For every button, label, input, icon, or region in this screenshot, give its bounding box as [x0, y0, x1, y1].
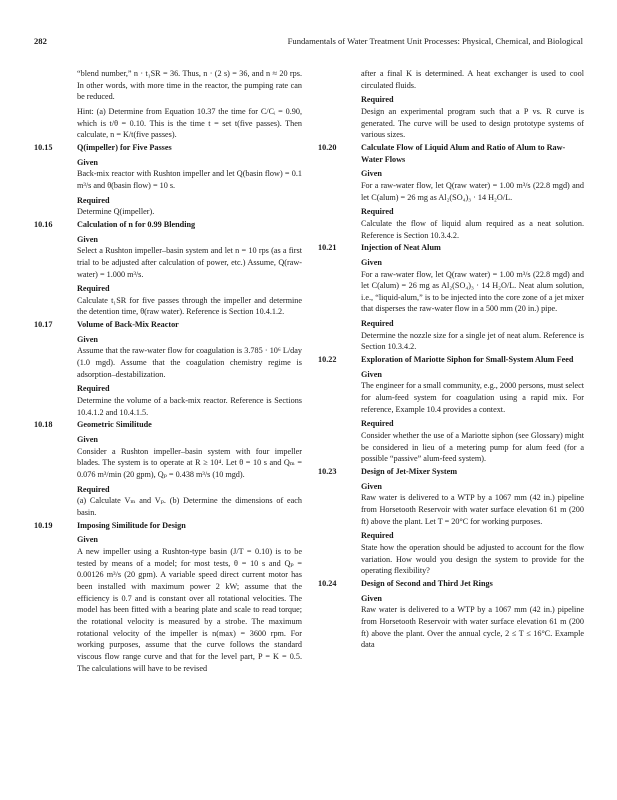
- section-number: 10.15: [34, 142, 53, 152]
- required-text: Calculate the flow of liquid alum required as a neat solution. Reference is Section 10.3.4.2.: [361, 218, 584, 240]
- required-heading: Required: [77, 384, 110, 394]
- section-number: 10.20: [318, 142, 337, 152]
- required-heading: Required: [361, 419, 394, 429]
- required-heading: Required: [361, 207, 394, 217]
- given-text: For a raw-water flow, let Q(raw water) = 1.00 m³/s (22.8 mgd) and let C(alum) = 26 mg as Al₂(SO₄)₃ · 14 H₂O/L.: [361, 180, 584, 202]
- section-10-19-heading: [34, 520, 302, 532]
- required-heading: Required: [77, 484, 110, 494]
- running-header: [34, 36, 583, 46]
- section-10-22-heading: [318, 354, 584, 366]
- section-number: 10.17: [34, 320, 53, 330]
- given-heading: Given: [77, 334, 98, 344]
- section-title: Geometric Similitude: [77, 420, 152, 430]
- section-10-21-heading: [318, 242, 584, 254]
- given-text: Assume that the raw-water flow for coagulation is 3.785 · 10⁶ L/day (1.0 mgd). Assume that the coagulation chemistry regime is adsorption–destabilization.: [77, 346, 302, 379]
- required-heading: Required: [361, 531, 394, 541]
- section-10-17-heading: [34, 319, 302, 331]
- continued-text: “blend number,” n · t₁SR = 36. Thus, n · (2 s) = 36, and n ≈ 20 rps. In other words, with more time in the reactor, the pumping rate can be reduced.: [77, 69, 302, 102]
- required-heading: Required: [77, 284, 110, 294]
- given-heading: Given: [361, 257, 382, 267]
- section-10-23-heading: [318, 466, 584, 478]
- required-text: (a) Calculate Vₘ and Vₚ. (b) Determine the dimensions of each basin.: [77, 496, 302, 517]
- section-number: 10.19: [34, 520, 53, 530]
- given-text: Consider a Rushton impeller–basin system with four impeller blades. The system is to operate at R ≥ 10⁴. Let θ = 10 s and Qₘ = 0.076 m³/min (20 gpm), Qₚ = 0.438 m³/s (10 mgd).: [77, 446, 302, 479]
- section-title: Imposing Similitude for Design: [77, 520, 186, 530]
- given-heading: Given: [77, 157, 98, 167]
- section-title: Calculation of n for 0.99 Blending: [77, 219, 196, 229]
- required-text: Calculate t₁SR for five passes through the impeller and determine the detention time, θ(raw water). Reference is Section 10.4.1.2.: [77, 295, 302, 317]
- given-heading: Given: [361, 593, 382, 603]
- section-title: Volume of Back-Mix Reactor: [77, 320, 179, 330]
- required-text: Determine Q(impeller).: [77, 207, 155, 217]
- page-number: 282: [34, 36, 47, 46]
- section-title: Calculate Flow of Liquid Alum and Ratio of Alum to Raw-Water Flows: [361, 142, 566, 164]
- section-title: Q(impeller) for Five Passes: [77, 142, 172, 152]
- left-column: [34, 68, 302, 674]
- section-10-20-heading: [318, 142, 584, 165]
- continued-text: after a final K is determined. A heat exchanger is used to cool circulated fluids.: [361, 69, 584, 90]
- required-text: Consider whether the use of a Mariotte siphon (see Glossary) might be considered in lieu of a metering pump for alum feed (for a possible “passive” alum-feed system).: [361, 431, 584, 464]
- section-number: 10.23: [318, 467, 337, 476]
- section-number: 10.24: [318, 578, 337, 588]
- section-title: Exploration of Mariotte Siphon for Small-System Alum Feed: [361, 355, 574, 365]
- right-column: [318, 68, 584, 651]
- section-10-16-heading: [34, 219, 302, 231]
- given-heading: Given: [361, 369, 382, 379]
- required-text: Determine the volume of a back-mix reactor. Reference is Sections 10.4.1.2 and 10.4.1.5.: [77, 396, 302, 417]
- section-10-24-heading: [318, 578, 584, 590]
- section-title: Injection of Neat Alum: [361, 243, 441, 253]
- given-heading: Given: [361, 169, 382, 179]
- required-text: State how the operation should be adjusted to account for the flow variation. How would you design the system to provide for the operating flexibility?: [361, 542, 584, 576]
- given-heading: Given: [77, 435, 98, 445]
- given-text: For a raw-water flow, let Q(raw water) = 1.00 m³/s (22.8 mgd) and let C(alum) = 26 mg as Al₂(SO₄)₃ · 14 H₂O/L. Neat alum solution, i.e., “liquid-alum,” is to be injected into the core zone of a jet mixer that disperses the raw-water flow in a 500 mm (20 in.) pipe.: [361, 269, 584, 314]
- section-10-15-heading: [34, 142, 302, 154]
- running-title: Fundamentals of Water Treatment Unit Processes: Physical, Chemical, and Biological: [287, 36, 583, 46]
- section-number: 10.18: [34, 420, 53, 430]
- required-text: Design an experimental program such that a P vs. R curve is generated. The curve will be used to design prototype systems of various sizes.: [361, 106, 584, 140]
- section-number: 10.16: [34, 219, 53, 229]
- hint-paragraph: Hint: (a) Determine from Equation 10.37 the time for C/Cᵢ = 0.90, which is t/θ = 0.10. This is the time t = set t(five passes). Then calculate, n = K/t(five passes).: [77, 106, 302, 140]
- given-text: Raw water is delivered to a WTP by a 1067 mm (42 in.) pipeline from Horsetooth Reservoir with water surface elevation 61 m (200 ft) above the plant. Over the annual cycle, 2 ≤ T ≤ 16°C. Example data: [361, 605, 584, 650]
- given-text: A new impeller using a Rushton-type basin (J/T = 0.10) is to be tested by means of a model; for most tests, θ = 10 s and Qₚ = 0.00126 m³/s (20 gpm). A variable speed direct current motor has been installed with maximum power 2 kW; assume that the efficiency is 0.7 and is constant over all rotational velocities. The model has been fitted with a bearing plate and scale to read torque; the rotational velocity is measured by a strobe. The maximum rotational velocity of the impeller is n(max) = 3600 rpm. For working purposes, assume that the curve follows the standard viscous flow range curve and that for the level part, P = K = 0.5. The calculations will have to be revised: [77, 546, 302, 673]
- required-text: Determine the nozzle size for a single jet of neat alum. Reference is Section 10.3.4.2.: [361, 330, 584, 352]
- section-title: Design of Jet-Mixer System: [361, 467, 458, 476]
- given-text: The engineer for a small community, e.g., 2000 persons, must select for alum-feed system for coagulation using a rapid mix. For reference, Example 10.4 provides a context.: [361, 381, 584, 414]
- section-number: 10.22: [318, 355, 337, 365]
- section-10-18-heading: [34, 419, 302, 431]
- given-text: Select a Rushton impeller–basin system and let n = 10 rps (as a first trial to be adjusted after calculation of power, etc.) Assume, Q(raw-water) = 1.000 m³/s.: [77, 246, 302, 279]
- given-heading: Given: [361, 481, 382, 491]
- required-heading: Required: [361, 319, 394, 329]
- given-heading: Given: [77, 535, 98, 545]
- section-number: 10.21: [318, 243, 337, 253]
- required-heading: Required: [77, 195, 110, 205]
- given-text: Back-mix reactor with Rushton impeller and let Q(basin flow) = 0.1 m³/s and θ(basin flow) = 10 s.: [77, 169, 302, 190]
- given-heading: Given: [77, 234, 98, 244]
- section-title: Design of Second and Third Jet Rings: [361, 578, 493, 588]
- given-text: Raw water is delivered to a WTP by a 1067 mm (42 in.) pipeline from Horsetooth Reservoir with water surface elevation 61 m (200 ft) above the plant. Let T = 20°C for working purposes.: [361, 493, 584, 526]
- required-heading: Required: [361, 95, 394, 105]
